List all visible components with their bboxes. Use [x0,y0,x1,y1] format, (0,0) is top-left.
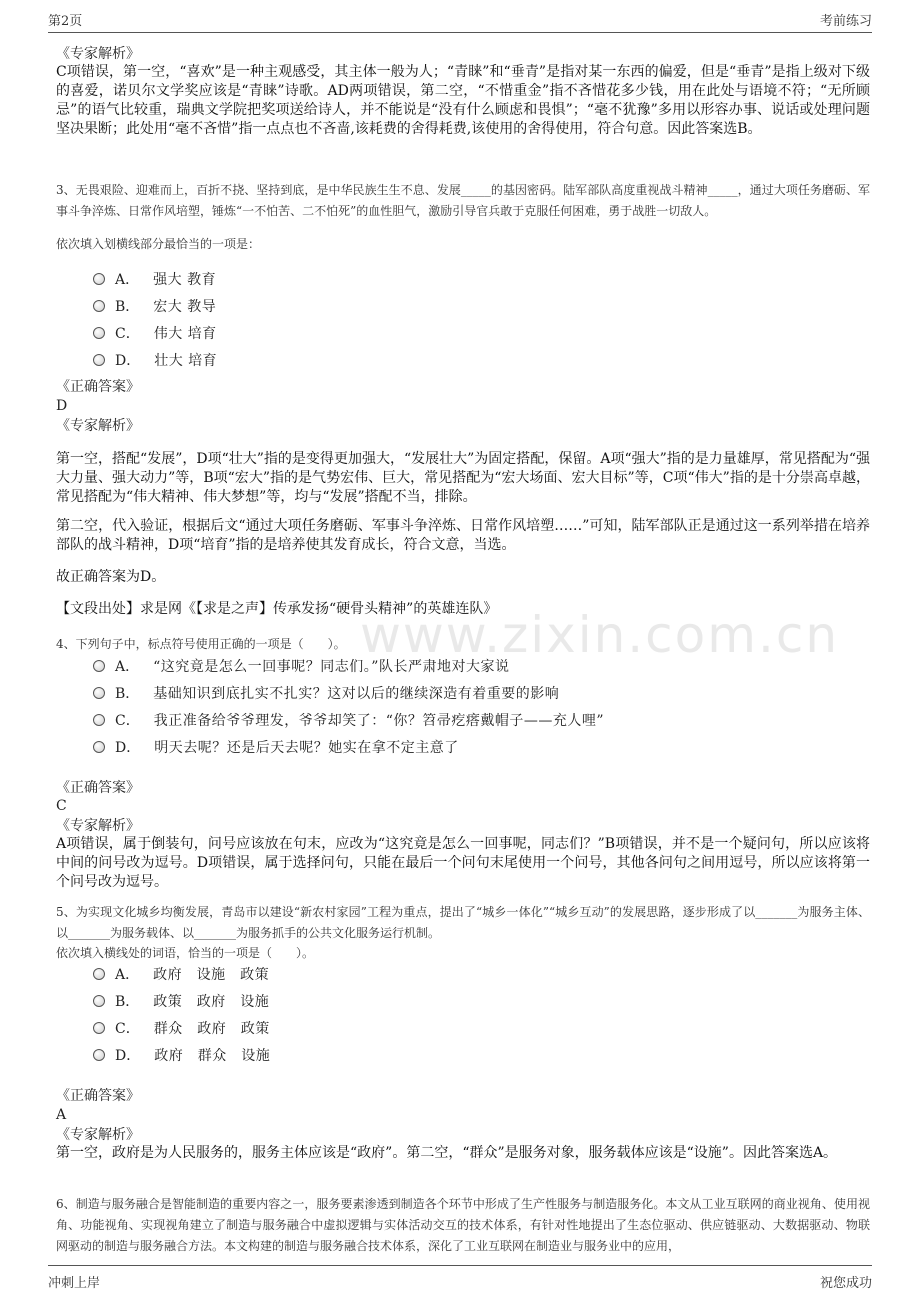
radio-icon[interactable] [93,273,105,285]
q5-explanation: 第一空，政府是为人民服务的，服务主体应该是“政府”。第二空，“群众”是服务对象，服务载体应该是“设施”。因此答案选A。 [56,1145,838,1161]
q4-option-a[interactable]: A． “这究竟是怎么一回事呢？同志们。”队长严肃地对大家说 [93,652,604,679]
q3-option-c[interactable]: C． 伟大 培育 [93,319,217,346]
q3-explanation-3: 故正确答案为D。 [56,569,166,585]
footer-left-text: 冲刺上岸 [48,1276,101,1291]
q6-stem: 6、制造与服务融合是智能制造的重要内容之一，服务要素渗透到制造各个环节中形成了生产性服务与制造服务化。本文从工业互联网的商业视角、使用视角、功能视角、实现视角建立了制造与服务融合中虚拟逻辑与实体活动交互的技术体系，有针对性地提出了生态位驱动、供应链驱动、大数据驱动、物联网驱动的制造与服务融合方法。本文构建的制造与服务融合技术体系，深化了工业互联网在制造业与服务业中的应用， [56,1197,870,1253]
footer-rule [48,1265,872,1266]
header-rule [48,32,872,33]
q4-answer-label: 《正确答案》 [56,780,140,796]
q4-option-d[interactable]: D． 明天去呢？还是后天去呢？她实在拿不定主意了 [93,733,604,760]
q5-answer: A [56,1107,67,1123]
q5-option-c[interactable]: C． 群众 政府 政策 [93,1014,270,1041]
q3-option-a[interactable]: A． 强大 教育 [93,265,217,292]
q4-option-b[interactable]: B． 基础知识到底扎实不扎实？这对以后的继续深造有着重要的影响 [93,679,604,706]
q4-expert-label: 《专家解析》 [56,818,140,834]
q5-option-a[interactable]: A． 政府 设施 政策 [93,960,270,987]
q4-answer: C [56,798,67,814]
radio-icon[interactable] [93,995,105,1007]
radio-icon[interactable] [93,327,105,339]
radio-icon[interactable] [93,968,105,980]
q2-explanation: C项错误，第一空，“喜欢”是一种主观感受，其主体一般为人；“青睐”和“垂青”是指对某一东西的偏爱，但是“垂青”是指上级对下级的喜爱，诺贝尔文学奖应该是“青睐”诗歌。AD两项错误，第二空，“不惜重金”指不吝惜花多少钱，用在此处与语境不符；“无所顾忌”的语气比较重，瑞典文学院把奖项送给诗人，并不能说是“没有什么顾虑和畏惧”；“毫不犹豫”多用以形容办事、说话或处理问题坚决果断；此处用“毫不吝惜”指一点点也不吝啬,该耗费的舍得耗费,该使用的舍得使用，符合句意。因此答案选B。 [56,64,870,137]
radio-icon[interactable] [93,660,105,672]
q3-options [93,265,217,373]
watermark: www.zixin.com.cn [360,606,840,664]
q4-option-c[interactable]: C． 我正准备给爷爷理发，爷爷却笑了：“你？笤帚疙瘩戴帽子——充人哩” [93,706,604,733]
radio-icon[interactable] [93,1022,105,1034]
q5-stem: 5、为实现文化城乡均衡发展，青岛市以建设“新农村家园”工程为重点，提出了“城乡一体化”“城乡互动”的发展思路，逐步形成了以_______为服务主体、以_______为服务载体、以_______为服务抓手的公共文化服务运行机制。 [56,905,870,940]
radio-icon[interactable] [93,741,105,753]
q3-option-b[interactable]: B． 宏大 教导 [93,292,217,319]
radio-icon[interactable] [93,714,105,726]
q5-prompt: 依次填入横线处的词语，恰当的一项是（ ）。 [56,946,315,960]
page-number: 第2页 [48,14,83,29]
q3-stem: 3、无畏艰险、迎难而上，百折不挠、坚持到底，是中华民族生生不息、发展_____的基因密码。陆军部队高度重视战斗精神_____，通过大项任务磨砺、军事斗争淬炼、日常作风培塑，锤炼“一不怕苦、二不怕死”的血性胆气，激励引导官兵敢于克服任何困难，勇于战胜一切敌人。 [56,183,870,218]
radio-icon[interactable] [93,687,105,699]
radio-icon[interactable] [93,1049,105,1061]
q5-option-b[interactable]: B． 政策 政府 设施 [93,987,270,1014]
q2-expert-label: 《专家解析》 [56,46,140,62]
q3-expert-label: 《专家解析》 [56,418,140,434]
q5-options [93,960,270,1068]
q3-explanation-1: 第一空，搭配“发展”，D项“壮大”指的是变得更加强大，“发展壮大”为固定搭配，保留。A项“强大”指的是力量雄厚，常见搭配为“强大力量、强大动力”等，B项“宏大”指的是气势宏伟、巨大，常见搭配为“宏大场面、宏大目标”等，C项“伟大”指的是十分崇高卓越，常见搭配为“伟大精神、伟大梦想”等，均与“发展”搭配不当，排除。 [56,451,870,505]
q3-source: 【文段出处】求是网《【求是之声】传承发扬“硬骨头精神”的英雄连队》 [56,601,498,617]
q4-stem: 4、下列句子中，标点符号使用正确的一项是（ ）。 [56,637,346,651]
radio-icon[interactable] [93,354,105,366]
q3-explanation-2: 第二空，代入验证，根据后文“通过大项任务磨砺、军事斗争淬炼、日常作风培塑……”可知，陆军部队正是通过这一系列举措在培养部队的战斗精神，D项“培育”指的是培养使其发育成长，符合文意，当选。 [56,518,870,553]
q3-answer-label: 《正确答案》 [56,379,140,395]
radio-icon[interactable] [93,300,105,312]
q3-prompt: 依次填入划横线部分最恰当的一项是： [56,237,261,251]
footer-right-text: 祝您成功 [819,1276,872,1291]
q5-option-d[interactable]: D． 政府 群众 设施 [93,1041,270,1068]
q5-expert-label: 《专家解析》 [56,1127,140,1143]
q4-options [93,652,604,760]
q5-answer-label: 《正确答案》 [56,1088,140,1104]
q3-answer: D [56,398,68,414]
q3-option-d[interactable]: D． 壮大 培育 [93,346,217,373]
header-title: 考前练习 [819,14,872,29]
q4-explanation: A项错误，属于倒装句，问号应该放在句末，应改为“这究竟是怎么一回事呢，同志们？”B项错误，并不是一个疑问句，所以应该将中间的问号改为逗号。D项错误，属于选择问句，只能在最后一个问句末尾使用一个问号，其他各问句之间用逗号，所以应该将第一个问号改为逗号。 [56,836,870,890]
